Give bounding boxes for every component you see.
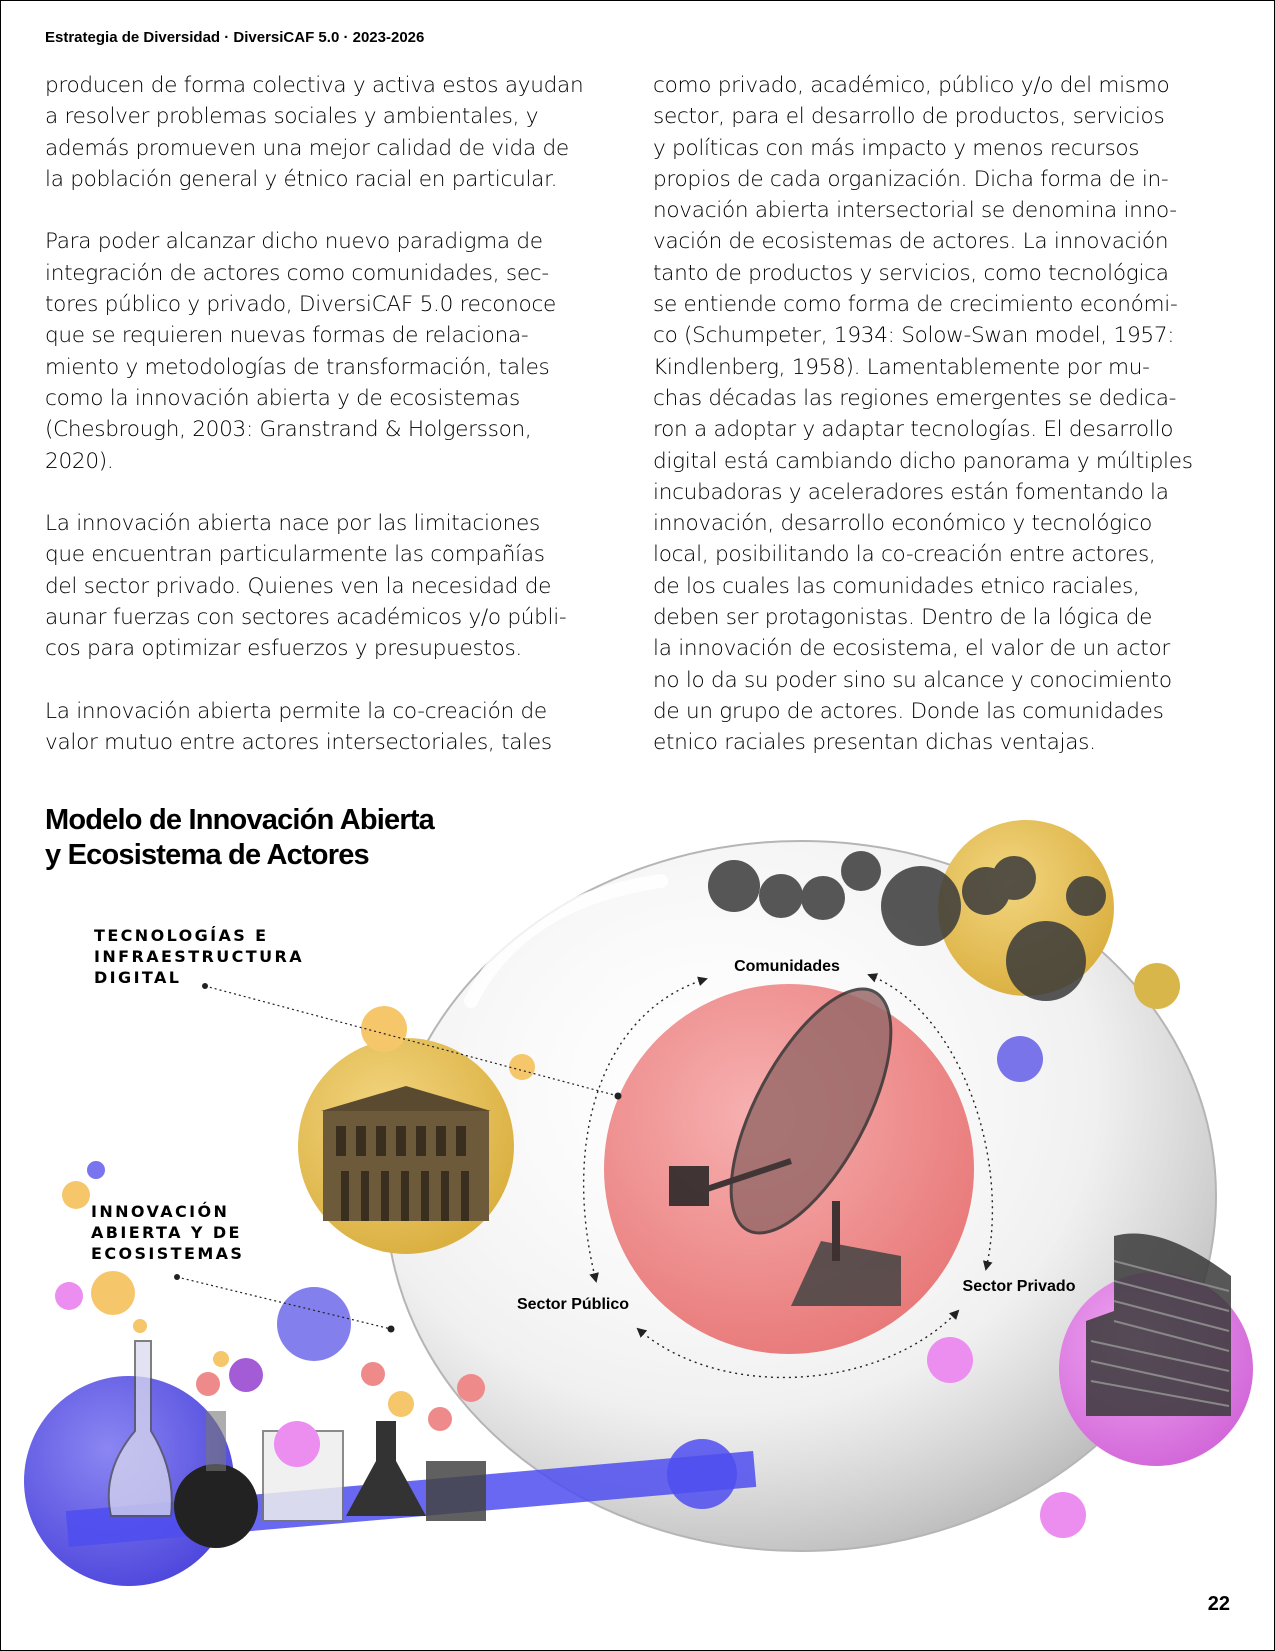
label-open-innovation (91, 1202, 244, 1263)
face-icon (992, 856, 1036, 900)
running-head: Estrategia de Diversidad · DiversiCAF 5.0 · 2023-2026 (45, 29, 425, 46)
face-icon (881, 866, 961, 946)
page-number: 22 (1207, 1593, 1230, 1615)
svg-text:INFRAESTRUCTURA: INFRAESTRUCTURA (94, 947, 305, 966)
svg-text:DIGITAL: DIGITAL (94, 968, 182, 987)
node-label-private: Sector Privado (962, 1278, 1076, 1295)
ecosystem-diagram (1, 1, 1274, 1650)
face-icon (1006, 921, 1086, 1001)
figure-title-line: y Ecosistema de Actores (45, 839, 369, 871)
node-label-communities: Comunidades (734, 958, 840, 975)
decor-circle (277, 1287, 351, 1361)
paragraph: Para poder alcanzar dicho nuevo paradigma de integración de actores como comunidades, sec- tores público y privado, DiversiCAF 5.0 reconoce que se requieren nuevas formas de relaciona- miento y metodologías de transformación, tales como la innovación abierta y de ecosistemas (Chesbrough, 2003: Granstrand & Holgersson, 2020). (45, 229, 556, 474)
svg-text:TECNOLOGÍAS E: TECNOLOGÍAS E (94, 926, 269, 945)
svg-text:ABIERTA Y DE: ABIERTA Y DE (91, 1223, 242, 1242)
building-icon (321, 1086, 491, 1221)
svg-text:INNOVACIÓN: INNOVACIÓN (91, 1202, 230, 1221)
face-icon (801, 876, 845, 920)
svg-text:ECOSISTEMAS: ECOSISTEMAS (91, 1244, 245, 1263)
paragraph: producen de forma colectiva y activa estos ayudan a resolver problemas sociales y ambientales, y además promueven una mejor calidad de vida de la población general y étnico racial en particular. (45, 73, 584, 192)
label-tech-infrastructure (94, 926, 304, 987)
node-label-public: Sector Público (516, 1296, 630, 1313)
face-icon (759, 874, 803, 918)
paragraph: La innovación abierta permite la co-creación de valor mutuo entre actores intersectoriales, tales (45, 698, 552, 756)
figure-title-line: Modelo de Innovación Abierta (45, 804, 435, 836)
paragraph: La innovación abierta nace por las limitaciones que encuentran particularmente las compañías del sector privado. Quienes ven la necesidad de aunar fuerzas con sectores académicos y/o públi- cos para optimizar esfuerzos y presupuestos. (45, 511, 567, 662)
paragraph: como privado, académico, público y/o del mismo sector, para el desarrollo de productos, servicios y políticas con más impacto y menos recursos propios de cada organización. Dicha forma de in- novación abierta intersectorial se denomina inno- vación de ecosistemas de actores. La innovación tanto de productos y servicios, como tecnológica se entiende como forma de crecimiento económi- co (Schumpeter, 1934: Solow-Swan model, 1957: Kindlenberg, 1958). Lamentablemente por mu- chas décadas las regiones emergentes se dedica- ron a adoptar y adaptar tecnologías. El desarrollo digital está cambiando dicho panorama y múltiples incubadoras y aceleradores están fomentando la innovación, desarrollo económico y tecnológico local, posibilitando la co-creación entre actores, de los cuales las comunidades etnico raciales, deben ser protagonistas. Dentro de la lógica de la innovación de ecosistema, el valor de un actor no lo da su poder sino su alcance y conocimiento de un grupo de actores. Donde las comunidades etnico raciales presentan dichas ventajas. (653, 73, 1193, 756)
face-icon (841, 851, 881, 891)
face-icon (1066, 876, 1106, 916)
face-icon (708, 860, 760, 912)
